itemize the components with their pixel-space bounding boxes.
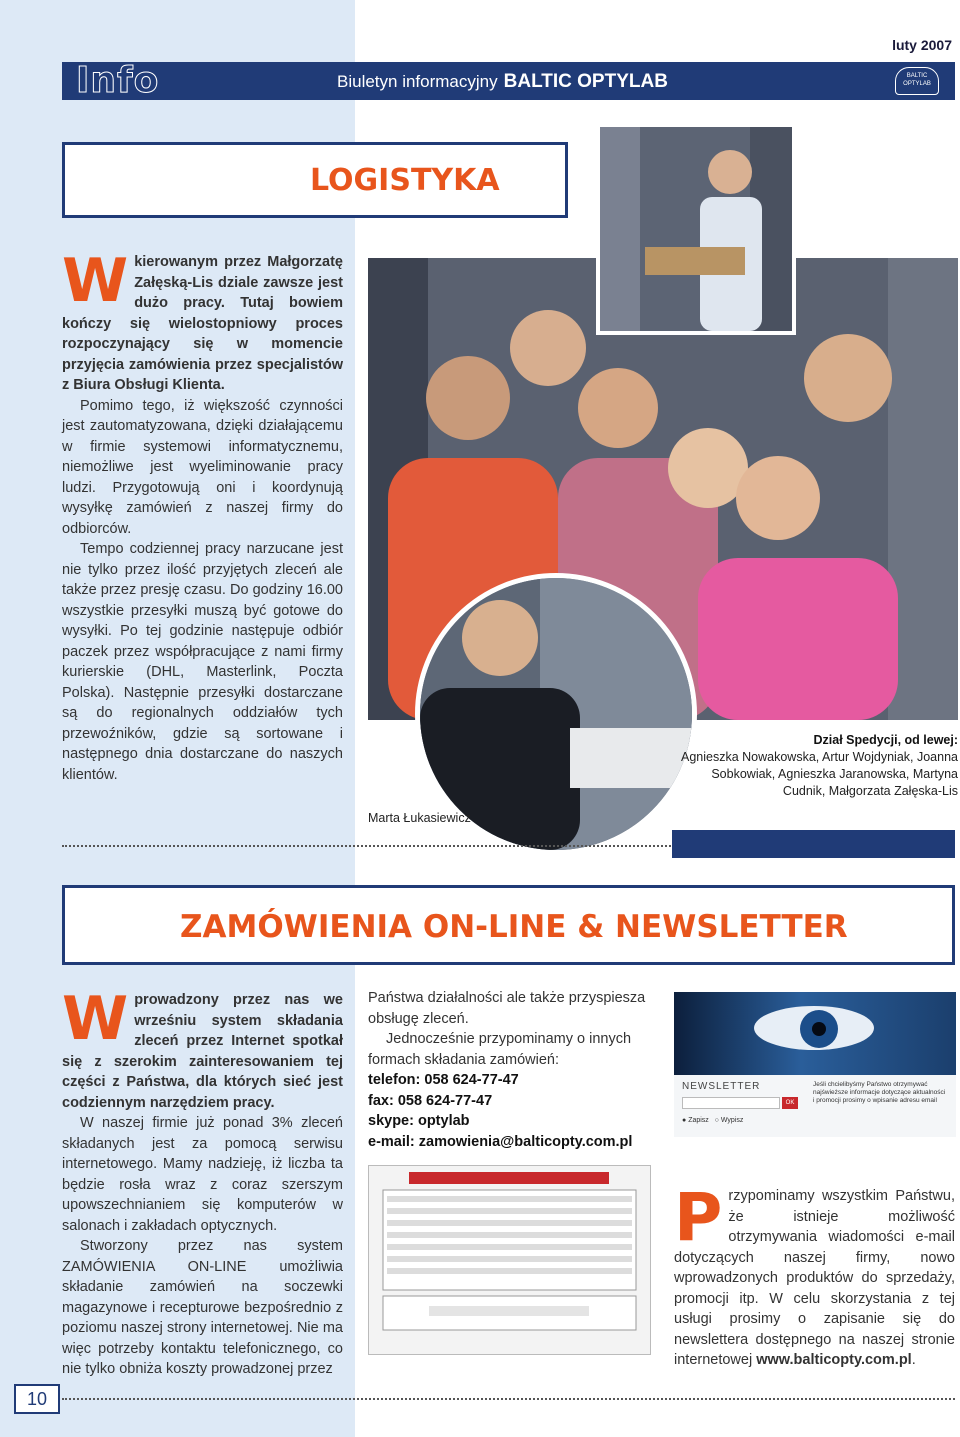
section-divider-dotted [62,845,674,847]
newsletter-text: Jeśli chcielibyśmy Państwo otrzymywać najświeższe informacje dotyczące aktualności i promocji prosimy o wpisanie adresu email [813,1081,946,1104]
footer-divider-dotted [62,1398,955,1400]
lab-worker-illustration [420,578,692,850]
logistyka-article [62,246,343,785]
caption-names: Agnieszka Nowakowska, Artur Wojdyniak, Joanna Sobkowiak, Agnieszka Jaranowska, Martyna Cudnik, Małgorzata Załęska-Lis [681,750,958,798]
zamowienia-c2-paragraph-1: Państwa działalności ale także przyspiesza obsługę zleceń. [368,990,646,1027]
logistyka-dropcap: W [62,246,129,316]
contact-fax: fax: 058 624-77-47 [368,1092,493,1109]
newsletter-zapisz: Zapisz [688,1117,709,1124]
zamowienia-dropcap: W [62,984,129,1054]
zamowienia-lead: prowadzony przez nas we wrześniu system składania zleceń przez Internet spotkał się z szerokim zainteresowaniem tej części z Państwa, dla których sieć jest codziennym narzędziem pracy. [62,992,343,1111]
logistyka-paragraph-2: Tempo codziennej pracy narzucane jest nie tylko przez ilość przyjętych zleceń ale także przez presję czasu. Do godziny 16.00 wszystkie przesyłki muszą być gotowe do wysyłki. Po tej godzinie następuje odbiór paczek przez współpracujące z nami firmy kurierskie (DHL, Masterlink, Poczta Polska). Następnie przesyłki dostarczane są do regionalnych oddziałów tych przewoźników, gdzie są sortowane i następnego dnia dostarczane do naszych klientów. [62,541,343,783]
online-order-screenshot [368,1165,651,1355]
header-bar [62,62,955,100]
zamowienia-c2-paragraph-2: Jednocześnie przypominamy o innych formach składania zamówień: [368,1031,632,1068]
info-wordmark: Info [76,60,160,101]
warehouse-illustration [600,127,792,331]
caption-title: Dział Spedycji, od lewej: [813,733,958,747]
zamowienia-column-2 [368,988,651,1152]
newsletter-options: ● Zapisz ○ Wypisz [682,1117,744,1124]
inset-photo-warehouse [596,123,796,335]
logistyka-title: LOGISTYKA [310,163,500,198]
circle-photo-caption: Marta Łukasiewicz [368,811,471,825]
newsletter-screenshot [674,992,956,1137]
bulletin-title [337,71,668,93]
company-logo: BALTIC OPTYLAB [895,67,939,95]
zamowienia-column-3 [674,1179,955,1371]
newsletter-paragraph-end: . [911,1352,916,1368]
brand-name: BALTIC OPTYLAB [503,71,668,92]
zamowienia-paragraph-2: Stworzony przez nas system ZAMÓWIENIA ON-LINE umożliwia składanie zamówień na soczewki magazynowe i recepturowe bezpośrednio z poziomu naszej strony internetowej. Nie ma więc potrzeby kontaktu telefonicznego, co nie tylko obniża koszty prowadzonej przez [62,1238,343,1377]
team-photo-caption [678,732,958,800]
newsletter-dropcap: P [674,1179,723,1256]
newsletter-ok-button: OK [782,1097,798,1109]
issue-date: luty 2007 [892,37,952,53]
newsletter-wypisz: Wypisz [720,1117,744,1124]
newsletter-paragraph: rzypominamy wszystkim Państwu, że istnieje możliwość otrzymywania wiadomości e-mail dotyczących naszej firmy, nowo wprowadzonych produktów do sprzedaży, promocji itp. W celu skorzystania z tej usługi prosimy o zapisanie się do newslettera dostępnego na naszej stronie internetowej [674,1188,955,1368]
newsletter-panel [674,1075,956,1137]
website-url: www.balticopty.com.pl [756,1352,912,1368]
contact-skype: skype: optylab [368,1113,470,1129]
logistyka-lead: kierowanym przez Małgorzatę Załęską-Lis dziale zawsze jest dużo pracy. Tutaj bowiem kończy się wielostopniowy proces rozpoczynający się w momencie przyjęcia zamówienia przez specjalistów z Biura Obsługi Klienta. [62,254,343,393]
zamowienia-paragraph-1: W naszej firmie już ponad 3% zleceń składanych jest za pomocą serwisu internetowego. Mamy nadzieję, iż liczba ta będzie rosła wraz z coraz szerszym upowszechnianiem się komputerów w salonach i zakładach optycznych. [62,1115,343,1234]
section-divider-bar [672,830,955,858]
order-form-illustration [369,1166,650,1354]
contact-phone: telefon: 058 624-77-47 [368,1072,519,1088]
newsletter-email-field [682,1097,780,1109]
logistyka-paragraph-1: Pomimo tego, iż większość czynności jest zautomatyzowana, dzięki działającemu w firmie systemowi informatycznemu, niemożliwe jest wyeliminowanie pracy ludzi. Przygotowują oni i koordynują wysyłkę zamówień z naszej firmy do odbiorców. [62,397,343,537]
zamowienia-column-1 [62,984,343,1380]
zamowienia-title: ZAMÓWIENIA ON-LINE & NEWSLETTER [180,909,848,945]
contact-email: e-mail: zamowienia@balticopty.com.pl [368,1133,633,1150]
bulletin-subtitle: Biuletyn informacyjny [337,72,498,91]
pupil-graphic [812,1022,826,1036]
page-number: 10 [14,1384,60,1414]
newsletter-label: NEWSLETTER [682,1081,761,1092]
